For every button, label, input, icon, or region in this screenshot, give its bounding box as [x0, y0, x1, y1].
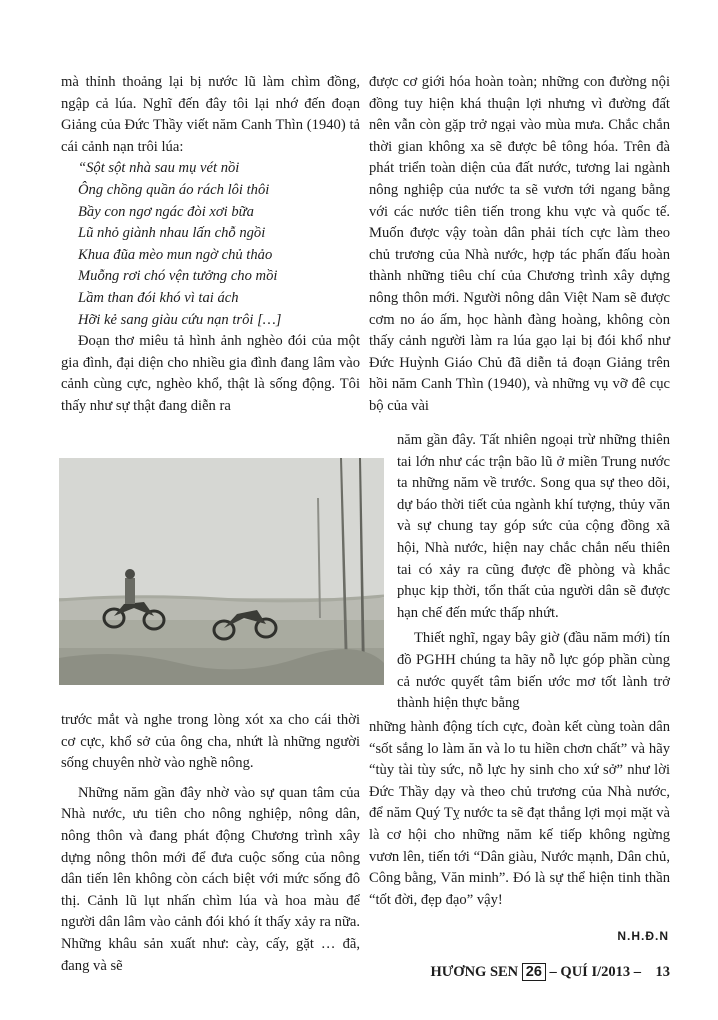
poem-line: Lầm than đói khó vì tai ách: [78, 289, 239, 306]
intro-paragraph: mà thỉnh thoảng lại bị nước lũ làm chìm đồng, ngập cả lúa. Nghĩ đến đây tôi lại nhớ đến đoạn Giảng của Đức Thầy viết năm Canh Thìn (1940) tả cái cảnh nạn trôi lúa:: [61, 74, 360, 155]
body-paragraph: được cơ giới hóa hoàn toàn; những con đường nội đồng tuy hiện khá thuận lợi nhưng vì đường đất nên vẫn còn gặp trở ngại vào mùa mưa. Chắc chắn thời gian không xa sẽ được bê tông hóa. Trên đà phát triển toàn diện của đất nước, tương lai ngành nông nghiệp của nước ta sẽ vươn tới ngang bằng với các nước tiên tiến trong khu vực và quốc tế. Muốn được vậy toàn dân phải tích cực làm theo chủ trương của Nhà nước, hợp tác phấn đấu hoàn thành những tiêu chí của Chương trình xây dựng nông thôn mới. Người nông dân Việt Nam sẽ được cơm no áo ấm, học hành đàng hoàng, không còn thấy cảnh người làm ra lúa gạo lại bị đói khổ như Đức Huỳnh Giáo Chủ đã diễn tả đoạn Giảng trên hồi năm Canh Thìn (1940), và những vụ vỡ đê cục bộ của vài: [369, 74, 670, 414]
poem-line: Bầy con ngơ ngác đòi xơi bữa: [78, 203, 254, 220]
body-paragraph: trước mắt và nghe trong lòng xót xa cho cái thời cơ cực, khổ sở của ông cha, nhứt là những người sống chuyên nhờ vào nghề nông.: [61, 712, 360, 772]
poem-line: Khua đũa mèo mun ngờ chủ thảo: [78, 246, 273, 263]
magazine-name: HƯƠNG SEN: [430, 964, 519, 980]
author-signature: N.H.Đ.N: [617, 929, 669, 943]
right-column-lower: [369, 717, 670, 911]
poem-line: Ông chồng quần áo rách lôi thôi: [78, 181, 270, 198]
poem-line: Muỗng rơi chó vện tưởng cho mồi: [78, 268, 278, 285]
issue-number: 26: [522, 963, 546, 981]
issue-period: – QUÍ I/2013 –: [549, 964, 641, 980]
left-column-lower: [61, 710, 360, 977]
body-paragraph: năm gần đây. Tất nhiên ngoại trừ những thiên tai lớn như các trận bão lũ ở miền Trung nước ta những năm về trước. Song qua sự theo dõi, dự báo thời tiết của ngành khí tượng, thủy văn và sự chung tay góp sức của cộng đồng xã hội, Nhà nước, hiện nay chắc chắn nếu thiên tai có xảy ra cũng được đề phòng và khắc phục kịp thời, tổn thất của người dân sẽ được hạn chế đến mức thấp nhứt.: [397, 432, 670, 621]
article-photo: [59, 458, 384, 685]
body-paragraph: Đoạn thơ miêu tả hình ảnh nghèo đói của một gia đình, đại diện cho nhiều gia đình đang lâm vào cảnh cùng cực, nghèo khổ, thật là sống động. Tôi thấy như sự thật đang diễn ra: [61, 333, 360, 414]
field-motorbike-illustration: [59, 458, 384, 685]
poem-line: “Sột sột nhà sau mụ vét nồi: [78, 160, 240, 177]
page-footer: [430, 964, 670, 981]
right-column-upper: [369, 72, 670, 418]
body-paragraph: những hành động tích cực, đoàn kết cùng toàn dân “sốt sắng lo làm ăn và lo tu hiền chơn chất” và hãy “tùy tài tùy sức, nỗ lực hy sinh cho xứ sở” như lời Đức Thầy dạy và theo chủ trương của Nhà nước, để năm Quý Tỵ nước ta sẽ đạt thắng lợi mọi mặt và là cơ hội cho những năm kế tiếp không ngừng vươn lên, tiến tới “Dân giàu, Nước mạnh, Dân chủ, Công bằng, Văn minh”. Đó là sự thể hiện tinh thần “tốt đời, đẹp đạo” vậy!: [369, 719, 670, 908]
body-paragraph: Những năm gần đây nhờ vào sự quan tâm của Nhà nước, ưu tiên cho nông nghiệp, nông dân, nông thôn và đang phát động Chương trình xây dựng nông thôn mới để đưa cuộc sống của nông dân tiến lên không còn cách biệt với mức sống đô thị. Cảnh lũ lụt nhấn chìm lúa và hoa màu để người dân lâm vào cảnh đói khó ít thấy xảy ra nữa. Những khâu sản xuất như: cày, cấy, gặt … đã, đang và sẽ: [61, 784, 360, 974]
poem-line: Hỡi kẻ sang giàu cứu nạn trôi […]: [78, 311, 282, 328]
body-paragraph: Thiết nghĩ, ngay bây giờ (đầu năm mới) tín đồ PGHH chúng ta hãy nỗ lực góp phần cùng cả nước quyết tâm biến ước mơ tốt lành trở thành hiện thực bằng: [397, 630, 670, 712]
right-column-middle: [397, 430, 670, 715]
page-number: 13: [655, 964, 670, 980]
poem-quote: [61, 158, 360, 331]
left-column-upper: [61, 72, 360, 418]
poem-line: Lũ nhỏ giành nhau lấn chỗ ngồi: [78, 225, 266, 242]
